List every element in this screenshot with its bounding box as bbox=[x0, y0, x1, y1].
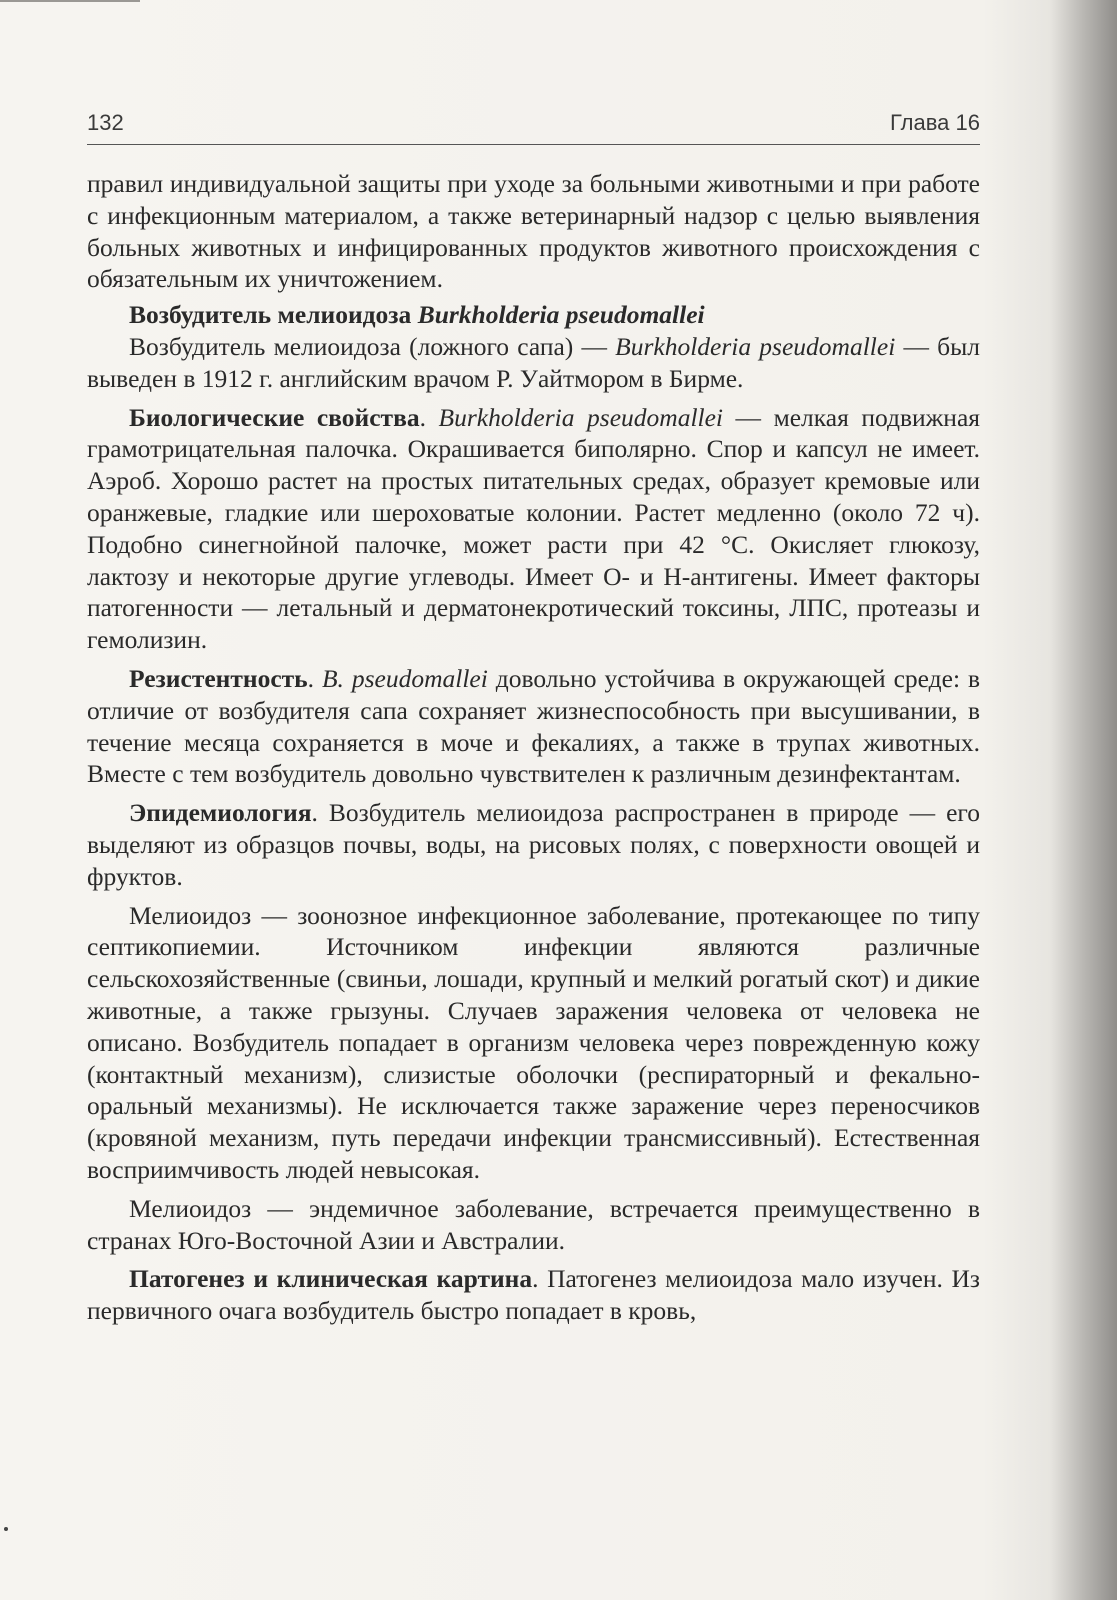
paragraph-endemic: Мелиоидоз — эндемичное заболевание, встречается преимущественно в странах Юго-Восточной Азии и Австралии. bbox=[87, 1193, 980, 1255]
resistance-heading: Резистентность bbox=[129, 663, 308, 693]
paragraph-intro: правил индивидуальной защиты при уходе за больными животными и при работе с инфекционным материалом, а также ветеринарный надзор с целью выявления больных животных и инфицированных продуктов животного происхождения с обязательным их уничтожением. bbox=[87, 169, 980, 294]
section-heading-text: Возбудитель мелиоидоза bbox=[129, 300, 418, 330]
section-heading-species: Burkholderia pseudomallei bbox=[417, 300, 705, 330]
paragraph-discovery bbox=[87, 331, 980, 395]
paragraph-discovery-start: Возбудитель мелиоидоза (ложного сапа) — bbox=[129, 331, 616, 361]
scan-speck bbox=[4, 1527, 8, 1531]
pathogenesis-text: . Патогенез мелиоидоза мало изучен. Из первичного очага возбудитель быстро попадает в кровь, bbox=[87, 1264, 980, 1326]
paragraph-discovery-end: — был выведен в 1912 г. английским врачом Р. Уайтмором в Бирме. bbox=[87, 331, 980, 393]
page-number: 132 bbox=[87, 110, 124, 135]
chapter-title: Глава 16 bbox=[889, 110, 980, 135]
paragraph-epidemiology bbox=[87, 797, 980, 892]
resistance-text: довольно устойчива в окружающей среде: в отличие от возбудителя сапа сохраняет жизнеспособность при высушивании, в течение месяца сохраняется в моче и фекалиях, а также в трупах животных. Вместе с тем возбудитель довольно чувствителен к различным дезинфектантам. bbox=[87, 663, 981, 789]
body-text bbox=[87, 168, 980, 1327]
species-abbrev: B. pseudomallei bbox=[321, 663, 488, 693]
species-name: Burkholderia pseudomallei bbox=[438, 402, 724, 432]
running-head bbox=[87, 104, 980, 145]
section-heading bbox=[87, 299, 980, 331]
paragraph-biology: Биологические свойства. Burkholderia pseudomallei — мелкая подвижная грамотрицательная палочка. Окрашивается биполярно. Спор и капсул не имеет. Аэроб. Хорошо растет на простых питательных средах, образует кремовые или оранжевые, гладкие или шероховатые колонии. Растет медленно (около 72 ч). Подобно синегнойной палочке, может расти при 42 °С. Окисляет глюкозу, лактозу и некоторые другие углеводы. Имеет О- и Н-антигены. Имеет факторы патогенности — летальный и дерматонекротический токсины, ЛПС, протеазы и гемолизин. bbox=[87, 402, 980, 655]
paragraph-resistance: Резистентность. B. pseudomallei довольно устойчива в окружающей среде: в отличие от возбудителя сапа сохраняет жизнеспособность при высушивании, в течение месяца сохраняется в моче и фекалиях, а также в трупах животных. Вместе с тем возбудитель довольно чувствителен к различным дезинфектантам. bbox=[87, 663, 981, 789]
biology-heading: Биологические свойства bbox=[129, 402, 420, 432]
pathogenesis-heading: Патогенез и клиническая картина bbox=[129, 1264, 533, 1294]
biology-text: — мелкая подвижная грамотрицательная палочка. Окрашивается биполярно. Спор и капсул не имеет. Аэроб. Хорошо растет на простых питательных средах, образует кремовые или оранжевые, гладкие или шероховатые колонии. Растет медленно (около 72 ч). Подобно синегнойной палочке, может расти при 42 °С. Окисляет глюкозу, лактозу и некоторые другие углеводы. Имеет О- и Н-антигены. Имеет факторы патогенности — летальный и дерматонекротический токсины, ЛПС, протеазы и гемолизин. bbox=[87, 402, 980, 655]
paragraph-zoonosis: Мелиоидоз — зоонозное инфекционное заболевание, протекающее по типу септикопиемии. Источником инфекции являются различные сельскохозяйственные (свиньи, лошади, крупный и мелкий рогатый скот) и дикие животные, а также грызуны. Случаев заражения человека от человека не описано. Возбудитель попадает в организм человека через поврежденную кожу (контактный механизм), слизистые оболочки (респираторный и фекально-оральный механизмы). Не исключается также заражение через переносчиков (кровяной механизм, путь передачи инфекции трансмиссивный). Естественная восприимчивость людей невысокая. bbox=[87, 900, 980, 1184]
paragraph-pathogenesis bbox=[87, 1263, 980, 1327]
scan-edge-line bbox=[0, 0, 140, 2]
epidemiology-text: . Возбудитель мелиоидоза распространен в природе — его выделяют из образцов почвы, воды, на рисовых полях, с поверхности овощей и фруктов. bbox=[87, 798, 980, 891]
species-name: Burkholderia pseudomallei bbox=[615, 331, 896, 361]
epidemiology-heading: Эпидемиология bbox=[129, 798, 312, 828]
